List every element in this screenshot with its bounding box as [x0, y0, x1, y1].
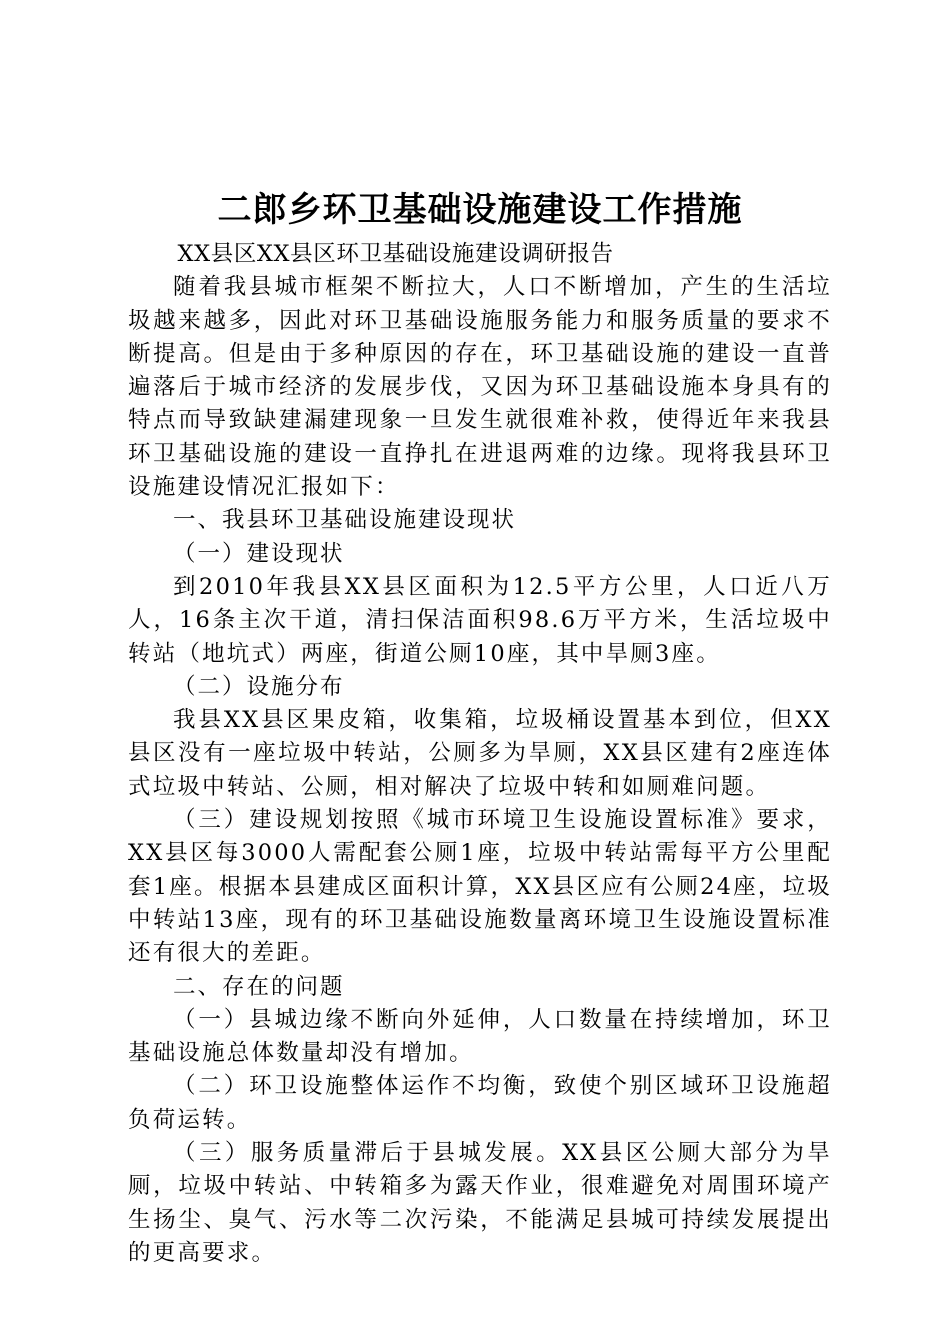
paragraph-intro: 随着我县城市框架不断拉大，人口不断增加，产生的生活垃圾越来越多，因此对环卫基础设施服务能力和服务质量的要求不断提高。但是由于多种原因的存在，环卫基础设施的建设一直普遍落后于城市经济的发展步伐，又因为环卫基础设施本身具有的特点而导致缺建漏建现象一旦发生就很难补救，使得近年来我县环卫基础设施的建设一直挣扎在进退两难的边缘。现将我县环卫设施建设情况汇报如下： [128, 274, 832, 501]
section-heading-2: 二、存在的问题 [173, 973, 345, 1000]
subsection-heading-1-2: （二）设施分布 [173, 673, 345, 700]
document-subtitle: XX县区XX县区环卫基础设施建设调研报告 [177, 241, 614, 267]
section-heading-1: 一、我县环卫基础设施建设现状 [173, 507, 517, 534]
paragraph-problem-2: （二）环卫设施整体运作不均衡，致使个别区域环卫设施超负荷运转。 [128, 1073, 832, 1133]
document-title: 二郎乡环卫基础设施建设工作措施 [217, 190, 743, 230]
subsection-heading-1-1: （一）建设现状 [173, 540, 345, 567]
paragraph-problem-1: （一）县城边缘不断向外延伸，人口数量在持续增加，环卫基础设施总体数量却没有增加。 [128, 1006, 832, 1067]
paragraph-planning: （三）建设规划按照《城市环境卫生设施设置标准》要求，XX县区每3000人需配套公厕1座，垃圾中转站需每平方公里配套1座。根据本县建成区面积计算，XX县区应有公厕24座，垃圾中转站13座，现有的环卫基础设施数量离环境卫生设施设置标准还有很大的差距。 [128, 807, 832, 967]
paragraph-distribution: 我县XX县区果皮箱，收集箱，垃圾桶设置基本到位，但XX县区没有一座垃圾中转站，公厕多为旱厕，XX县区建有2座连体式垃圾中转站、公厕，相对解决了垃圾中转和如厕难问题。 [128, 707, 832, 800]
paragraph-problem-3: （三）服务质量滞后于县城发展。XX县区公厕大部分为旱厕，垃圾中转站、中转箱多为露天作业，很难避免对周围环境产生扬尘、臭气、污水等二次污染，不能满足县城可持续发展提出的更高要求。 [128, 1140, 832, 1266]
paragraph-status: 到2010年我县XX县区面积为12.5平方公里，人口近八万人，16条主次干道，清扫保洁面积98.6万平方米，生活垃圾中转站（地坑式）两座，街道公厕10座，其中旱厕3座。 [128, 573, 832, 667]
